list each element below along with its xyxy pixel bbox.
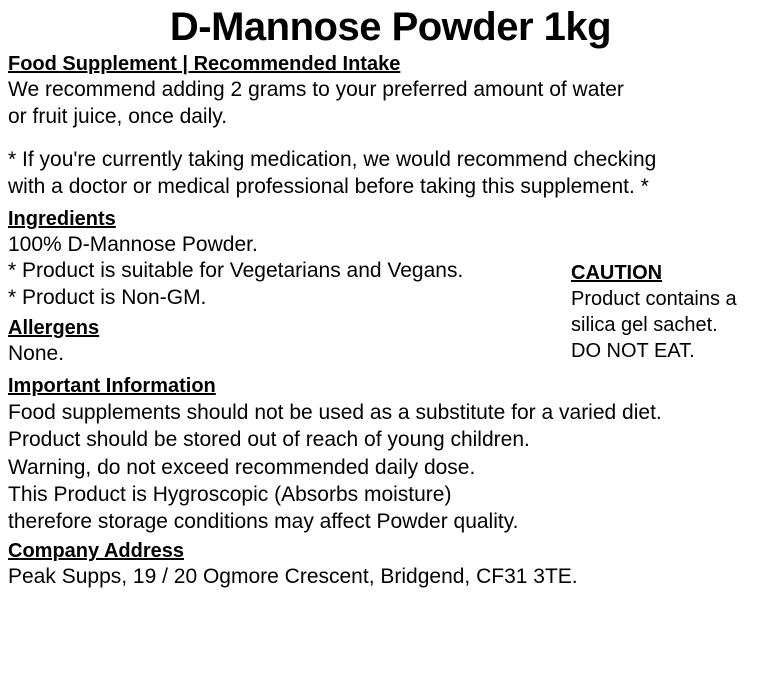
page-title: D-Mannose Powder 1kg: [169, 5, 612, 49]
mid-columns: [8, 203, 773, 371]
allergens-section: [8, 316, 563, 368]
ingredients-line-2: * Product is suitable for Vegetarians and Vegans.: [8, 259, 464, 283]
product-label: [0, 6, 781, 692]
intake-section: [8, 52, 773, 201]
caution-line-2: silica gel sachet.: [571, 313, 718, 336]
important-line-5: therefore storage conditions may affect Powder quality.: [8, 510, 519, 534]
company-address-line-1: Peak Supps, 19 / 20 Ogmore Crescent, Bridgend, CF31 3TE.: [8, 565, 578, 589]
mid-left-column: [8, 203, 563, 371]
intake-line-1: We recommend adding 2 grams to your preferred amount of water: [8, 78, 624, 101]
intake-note-line-2: with a doctor or medical professional before taking this supplement. *: [8, 174, 649, 198]
ingredients-heading: Ingredients: [8, 207, 116, 230]
caution-section: [563, 203, 773, 364]
ingredients-line-3: * Product is Non-GM.: [8, 286, 207, 310]
ingredients-line-1: 100% D-Mannose Powder.: [8, 232, 258, 256]
intake-heading: Food Supplement | Recommended Intake: [8, 53, 401, 75]
allergens-line-1: None.: [8, 342, 65, 366]
caution-heading: CAUTION: [571, 261, 663, 284]
important-information-heading: Important Information: [8, 375, 216, 397]
important-line-3: Warning, do not exceed recommended daily dose.: [8, 455, 476, 479]
company-address-heading: Company Address: [8, 540, 184, 563]
ingredients-section: [8, 207, 563, 313]
important-line-1: Food supplements should not be used as a substitute for a varied diet.: [8, 401, 662, 424]
important-line-4: This Product is Hygroscopic (Absorbs moisture): [8, 482, 452, 506]
allergens-heading: Allergens: [8, 317, 100, 340]
intake-line-2: or fruit juice, once daily.: [8, 104, 228, 128]
caution-line-1: Product contains a: [571, 287, 737, 310]
important-information-section: [8, 374, 773, 535]
intake-spacer: [8, 131, 773, 147]
caution-line-3: DO NOT EAT.: [571, 339, 695, 362]
intake-note-line-1: * If you're currently taking medication, we would recommend checking: [8, 147, 657, 171]
important-line-2: Product should be stored out of reach of young children.: [8, 428, 530, 452]
company-address-section: [8, 539, 773, 591]
